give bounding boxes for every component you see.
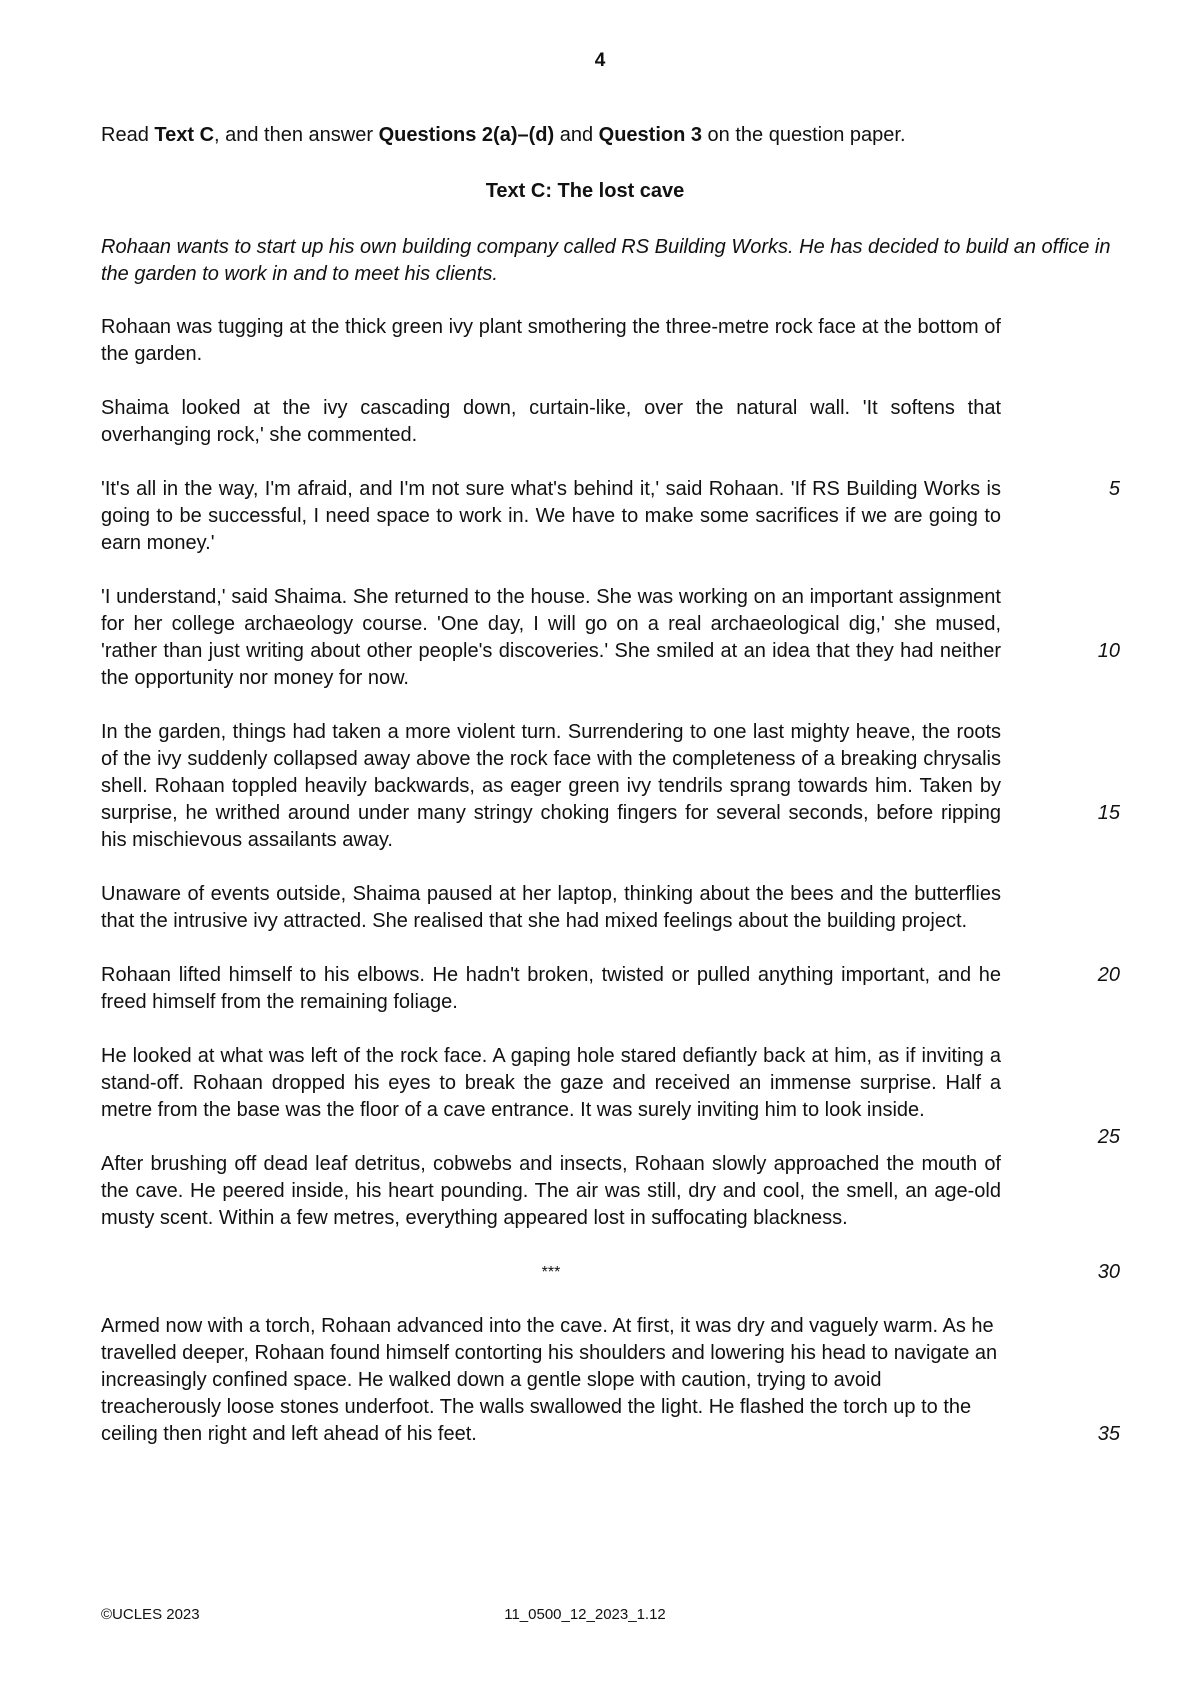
intro-bold-text: Questions 2(a)–(d) [378,124,555,146]
paragraph: 'It's all in the way, I'm afraid, and I'm not sure what's behind it,' said Rohaan. 'If RS Building Works is going to be successful, I need space to work in. We have to make some sacrifices if we are going to earn money.' [101,478,1001,554]
preamble: Rohaan wants to start up his own building company called RS Building Works. He has decided to build an office in the garden to work in and to meet his clients. [101,236,1111,285]
intro-text: on the question paper. [702,124,906,146]
intro-text: , and then answer [214,124,379,146]
paragraph: Armed now with a torch, Rohaan advanced into the cave. At first, it was dry and vaguely warm. As he travelled deeper, Rohaan found himself contorting his shoulders and lowering his head to navigate an increasingly confined space. He walked down a gentle slope with caution, trying to avoid treacherously loose stones underfoot. The walls swallowed the light. He flashed the torch up to the ceiling then right and left ahead of his feet. [101,1315,998,1445]
paragraph: In the garden, things had taken a more violent turn. Surrendering to one last mighty heave, the roots of the ivy suddenly collapsed away above the rock face with the completeness of a breaking chrysalis shell. Rohaan toppled heavily backwards, as eager green ivy tendrils sprang towards him. Taken by surprise, he writhed around under many stringy choking fingers for several seconds, before ripping his mischievous assailants away. [101,721,1001,851]
page-number: 4 [594,50,606,71]
intro-bold-text: Question 3 [598,124,702,146]
passage [0,314,1200,1475]
line-number: 30 [1097,1261,1120,1283]
line-number: 5 [1108,478,1120,500]
line-number: 10 [1097,640,1120,662]
paragraph: Shaima looked at the ivy cascading down, curtain-like, over the natural wall. 'It softens that overhanging rock,' she commented. [101,397,1001,446]
paragraph: Rohaan lifted himself to his elbows. He hadn't broken, twisted or pulled anything important, and he freed himself from the remaining foliage. [101,964,1001,1013]
copyright: ©UCLES 2023 [101,1606,200,1623]
separator-asterisks: *** [541,1264,561,1281]
line-number: 15 [1097,802,1120,824]
intro-bold-text: Text C [154,124,215,146]
instructions [101,124,1101,147]
paragraph: Unaware of events outside, Shaima paused at her laptop, thinking about the bees and the butterflies that the intrusive ivy attracted. She realised that she had mixed feelings about the building project. [101,883,1001,932]
text-title: Text C: The lost cave [485,180,685,202]
line-number: 35 [1097,1423,1120,1445]
paragraph: He looked at what was left of the rock face. A gaping hole stared defiantly back at him, as if inviting a stand-off. Rohaan dropped his eyes to break the gaze and received an immense surprise. Half a metre from the base was the floor of a cave entrance. It was surely inviting him to look inside. [101,1045,1001,1121]
paragraph: 'I understand,' said Shaima. She returned to the house. She was working on an important assignment for her college archaeology course. 'One day, I will go on a real archaeological dig,' she mused, 'rather than just writing about other people's discoveries.' She smiled at an idea that they had neither the opportunity nor money for now. [101,586,1001,689]
intro-text: Read [101,124,155,146]
line-number: 20 [1097,964,1120,986]
intro-text: and [554,124,599,146]
paragraph: After brushing off dead leaf detritus, cobwebs and insects, Rohaan slowly approached the mouth of the cave. He peered inside, his heart pounding. The air was still, dry and cool, the smell, an age-old musty scent. Within a few metres, everything appeared lost in suffocating blackness. [101,1153,1001,1229]
line-number: 25 [1097,1126,1120,1148]
paragraph: Rohaan was tugging at the thick green ivy plant smothering the three-metre rock face at the bottom of the garden. [101,316,1001,365]
document-code: 11_0500_12_2023_1.12 [504,1606,666,1623]
